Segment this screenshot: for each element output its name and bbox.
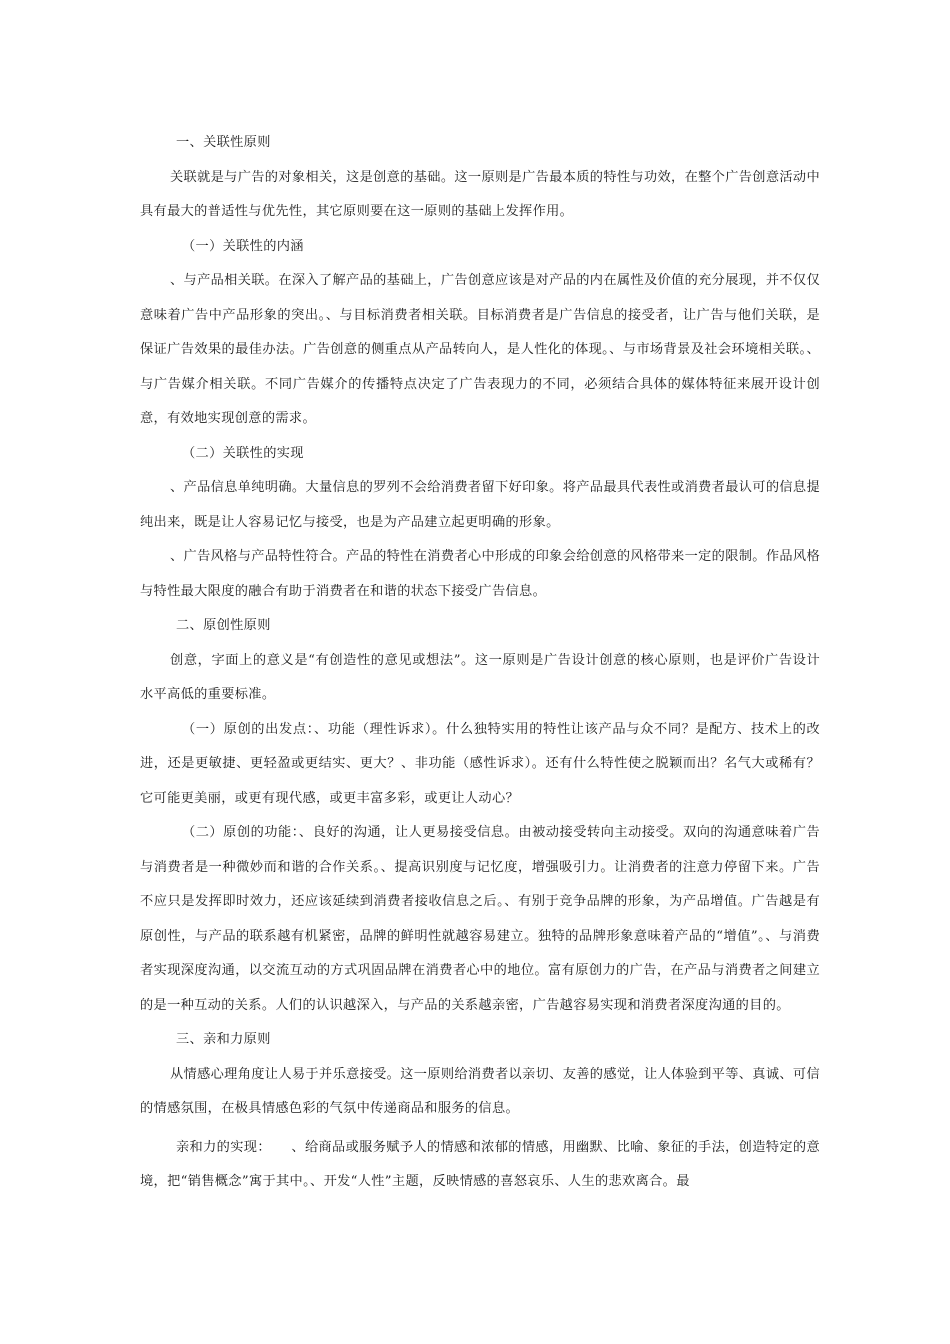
section-3-sub-1: 亲和力的实现： 、给商品或服务赋予人的情感和浓郁的情感，用幽默、比喻、象征的手法，创造特定的意境，把“销售概念”寓于其中。、开发“人性”主题，反映情感的喜怒哀乐、人生的悲欢离合。最	[140, 1139, 820, 1189]
section-2-sub-2: （二）原创的功能：、良好的沟通，让人更易接受信息。由被动接受转向主动接受。双向的沟通意味着广告与消费者是一种微妙而和谐的合作关系。、提高识别度与记忆度，增强吸引力。让消费者的注意力停留下来。广告不应只是发挥即时效力，还应该延续到消费者接收信息之后。、有别于竞争品牌的形象，为产品增值。广告越是有原创性，与产品的联系越有机紧密，品牌的鲜明性就越容易建立。独特的品牌形象意味着产品的“增值”。、与消费者实现深度沟通，以交流互动的方式巩固品牌在消费者心中的地位。富有原创力的广告，在产品与消费者之间建立的是一种互动的关系。人们的认识越深入，与产品的关系越亲密，广告越容易实现和消费者深度沟通的目的。	[140, 825, 820, 1013]
section-2-intro: 创意，字面上的意义是“有创造性的意见或想法”。这一原则是广告设计创意的核心原则，也是评价广告设计水平高低的重要标准。	[140, 652, 820, 702]
section-1-sub-1-title: （一）关联性的内涵	[182, 238, 304, 254]
section-2-sub-1: （一）原创的出发点：、功能（理性诉求）。什么独特实用的特性让该产品与众不同？是配方、技术上的改进，还是更敏捷、更轻盈或更结实、更大？、非功能（感性诉求）。还有什么特性使之脱颖而出？名气大或稀有？它可能更美丽，或更有现代感，或更丰富多彩，或更让人动心？	[140, 721, 820, 806]
document-body	[140, 126, 820, 1200]
section-2-title: 二、原创性原则	[176, 618, 271, 633]
section-1-title: 一、关联性原则	[176, 135, 271, 150]
section-3-intro: 从情感心理角度让人易于并乐意接受。这一原则给消费者以亲切、友善的感觉，让人体验到平等、真诚、可信的情感氛围，在极具情感色彩的气氛中传递商品和服务的信息。	[140, 1066, 820, 1116]
section-3-title: 三、亲和力原则	[176, 1032, 271, 1047]
section-1-sub-2-body-1: 、产品信息单纯明确。大量信息的罗列不会给消费者留下好印象。将产品最具代表性或消费者最认可的信息提纯出来，既是让人容易记忆与接受，也是为产品建立起更明确的形象。	[140, 480, 820, 530]
section-1-intro: 关联就是与广告的对象相关，这是创意的基础。这一原则是广告最本质的特性与功效，在整个广告创意活动中具有最大的普适性与优先性，其它原则要在这一原则的基础上发挥作用。	[140, 169, 820, 219]
section-1-sub-2-body-2: 、广告风格与产品特性符合。产品的特性在消费者心中形成的印象会给创意的风格带来一定的限制。作品风格与特性最大限度的融合有助于消费者在和谐的状态下接受广告信息。	[140, 549, 820, 599]
section-1-sub-2-title: （二）关联性的实现	[182, 445, 304, 461]
section-1-sub-1-body: 、与产品相关联。在深入了解产品的基础上，广告创意应该是对产品的内在属性及价值的充分展现，并不仅仅意味着广告中产品形象的突出。、与目标消费者相关联。目标消费者是广告信息的接受者，让广告与他们关联，是保证广告效果的最佳办法。广告创意的侧重点从产品转向人，是人性化的体现。、与市场背景及社会环境相关联。、与广告媒介相关联。不同广告媒介的传播特点决定了广告表现力的不同，必须结合具体的媒体特征来展开设计创意，有效地实现创意的需求。	[140, 273, 820, 426]
